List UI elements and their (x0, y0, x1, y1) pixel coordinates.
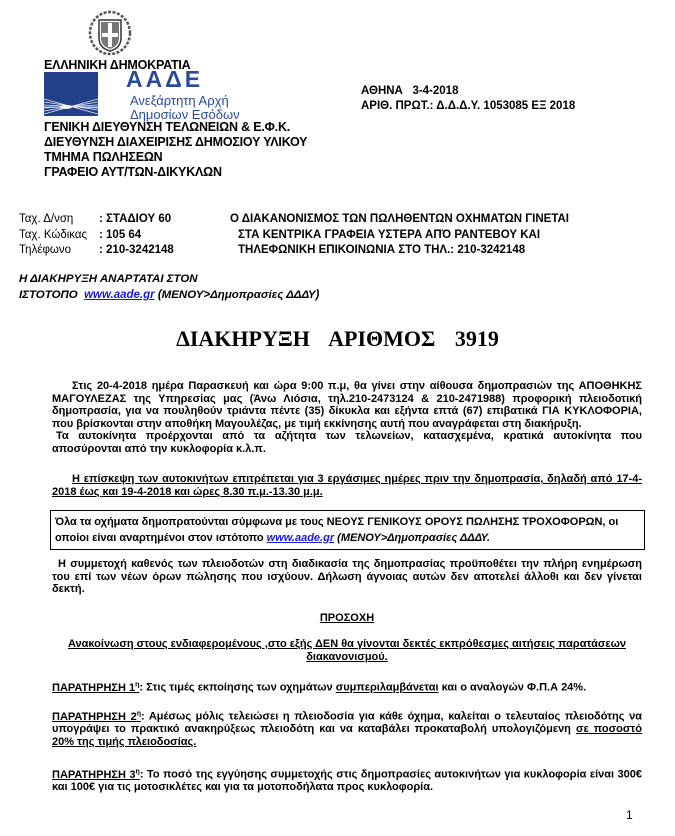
intro-paragraph: Στις 20-4-2018 ημέρα Παρασκευή και ώρα 9:00 π.μ, θα γίνει στην αίθουσα δημοπρασιών της ΑΠΟΘΗΚΗΣ ΜΑΓΟΥΛΕΖΑΣ της Υπηρεσίας μας (Άνω Λιόσια, τηλ.210-2473124 & 210-2471988) προφορική πλειοδοτική δημοπρασία, για να πουληθούν τριάντα πέντε (35) δίκυκλα και εξήντα επτά (67) επιβατικά ΓΙΑ ΚΥΚΛΟΦΟΡΙΑ, που βρίσκονται στην αποθήκη Μαγουλέζας, με τιμή εκκίνησης αυτή που αναγράφεται στη διακήρυξη. (52, 380, 642, 430)
posted-suffix: (ΜΕΝΟΥ>Δημοπρασίες ΔΔΔΥ) (157, 289, 320, 301)
note-3-label: ΠΑΡΑΤΗΡΗΣΗ $3^\eta$ (52, 768, 140, 781)
aade-subtitle-line2: Δημοσίων Εσόδων (130, 107, 240, 122)
departments (44, 120, 307, 180)
protocol-number: ΑΡΙΘ. ΠΡΩΤ.: Δ.Δ.Δ.Υ. 1053085 ΕΞ 2018 (361, 100, 576, 112)
phone-label: Τηλέφωνο (19, 244, 72, 256)
department-line: ΔΙΕΥΘΥΝΣΗ ΔΙΑΧΕΙΡΙΣΗΣ ΔΗΜΟΣΙΟΥ ΥΛΙΚΟΥ (44, 135, 308, 149)
terms-website-link[interactable]: www.aade.gr (266, 532, 335, 544)
address-label: Ταχ. Δ/νση (19, 213, 74, 225)
announcement-paragraph: Ανακοίνωση στους ενδιαφερομένους ,στο εξής ΔΕΝ θα γίνονται δεκτές εκπρόθεσμες αιτήσεις παρατάσεων διακανονισμού. (67, 638, 626, 663)
phone-value: : 210-3242148 (99, 244, 174, 256)
department-line: ΓΕΝΙΚΗ ΔΙΕΥΘΥΝΣΗ ΤΕΛΩΝΕΙΩΝ & Ε.Φ.Κ. (44, 120, 291, 134)
postal-label: Ταχ. Κώδικας (19, 228, 88, 241)
attention-heading: ΠΡΟΣΟΧΗ (319, 612, 375, 624)
terms-suffix: (ΜΕΝΟΥ>Δημοπρασίες ΔΔΔΥ. (334, 532, 491, 544)
page-title: ΔΙΑΚΗΡΥΞΗ ΑΡΙΘΜΟΣ 3919 (176, 326, 499, 351)
page-number: 1 (626, 808, 633, 822)
settlement-note (230, 212, 569, 259)
address-value: : ΣΤΑΔΙΟΥ 60 (99, 213, 172, 225)
settlement-note-line: Ο ΔΙΑΚΑΝΟΝΙΣΜΟΣ ΤΩΝ ΠΩΛΗΘΕΝΤΩΝ ΟΧΗΜΑΤΩΝ ΓΙΝΕΤΑΙ (230, 213, 569, 225)
note-1-label: ΠΑΡΑΤΗΡΗΣΗ $1^\eta$ (52, 681, 140, 694)
aade-subtitle-line1: Ανεξάρτητη Αρχή (130, 93, 229, 108)
terms-box (50, 510, 645, 550)
posted-prefix: ΙΣΤΟΤΟΠΟ (19, 289, 78, 301)
greek-coat-of-arms-icon (88, 10, 132, 56)
aade-logo-mark-icon (44, 72, 98, 116)
postal-value: : 105 64 (99, 228, 142, 241)
note-3: ΠΑΡΑΤΗΡΗΣΗ $3^\eta$: Το ποσό της εγγύησης συμμετοχής στις δημοπρασίες αυτοκινήτων για κυκλοφορία είναι 300€ και 100€ για τις μοτοσικλέτες και για τα μοτοποδήλατα προς κυκλοφορία. (52, 768, 643, 794)
department-line: ΤΜΗΜΑ ΠΩΛΗΣΕΩΝ (44, 150, 163, 164)
participation-paragraph: Η συμμετοχή καθενός των πλειοδοτών στη διαδικασία της δημοπρασίας προϋποθέτει την πλήρη ενημέρωση του επί των νέων όρων πώλησης που ισχύουν. Δήλωση άγνοιας αυτών δεν αποτελεί άλλοθι και δεν γίνεται δεκτή. (52, 558, 642, 595)
department-line: ΓΡΑΦΕΙΟ ΑΥΤ/ΤΩΝ-ΔΙΚΥΚΛΩΝ (44, 165, 222, 179)
origin-paragraph: Τα αυτοκίνητα προέρχονται από τα αζήτητα των τελωνείων, κατασχεμένα, κρατικά αυτοκίνητα που αποσύρονται από την κυκλοφορία κ.λ.π. (52, 430, 642, 455)
posted-notice (19, 271, 319, 303)
settlement-note-line: ΣΤΑ ΚΕΝΤΡΙΚΑ ΓΡΑΦΕΙΑ ΥΣΤΕΡΑ ΑΠΌ ΡΑΝΤΕΒΟΥ ΚΑΙ (238, 228, 541, 241)
visit-paragraph: Η επίσκεψη των αυτοκινήτων επιτρέπεται για 3 εργάσιμες ημέρες πριν την δημοπρασία, δηλαδή από 17-4-2018 έως και 19-4-2018 και ώρες 8.30 π.μ.-13.30 μ.μ. (52, 473, 642, 498)
aade-logo-text: ΑΑΔΕ (126, 66, 204, 92)
aade-website-link[interactable]: www.aade.gr (84, 289, 155, 301)
note-1: ΠΑΡΑΤΗΡΗΣΗ $1^\eta$: Στις τιμές εκποίησης των οχημάτων συμπεριλαμβάνεται και ο αναλογών Φ.Π.Α 24%. (52, 681, 587, 694)
contact-info (19, 212, 174, 259)
posted-line1: Η ΔΙΑΚΗΡΥΞΗ ΑΝΑΡΤΑΤΑΙ ΣΤΟΝ (19, 273, 198, 285)
country-name: ΕΛΛΗΝΙΚΗ ΔΗΜΟΚΡΑΤΙΑ (44, 58, 191, 72)
place-date: ΑΘΗΝΑ 3-4-2018 (361, 85, 459, 97)
note-2-label: ΠΑΡΑΤΗΡΗΣΗ $2^\eta$ (52, 710, 141, 723)
aade-logo-subtitle (130, 94, 240, 122)
date-protocol-block (361, 84, 575, 114)
terms-text: Όλα τα οχήματα δημοπρατούνται σύμφωνα με τους ΝΕΟΥΣ ΓΕΝΙΚΟΥΣ ΟΡΟΥΣ ΠΩΛΗΣΗΣ ΤΡΟΧΟΦΟΡΩΝ, οι οποίοι είναι αναρτημένοι στον ιστότοπο (55, 516, 619, 544)
settlement-note-line: ΤΗΛΕΦΩΝΙΚΗ ΕΠΙΚΟΙΝΩΝΙΑ ΣΤΟ ΤΗΛ.: 210-3242148 (238, 244, 526, 256)
note-2: ΠΑΡΑΤΗΡΗΣΗ $2^\eta$: Αμέσως μόλις τελειώσει η πλειοδοσία για κάθε όχημα, καλείται ο τελευταίος πλειοδότης να υπογράψει το πρακτικό ανακηρύξεως πλειοδότη και να καταβάλει προκαταβολή υπολογιζόμενη σε ποσοστό 20% της τιμής πλειοδοσίας. (52, 710, 642, 748)
